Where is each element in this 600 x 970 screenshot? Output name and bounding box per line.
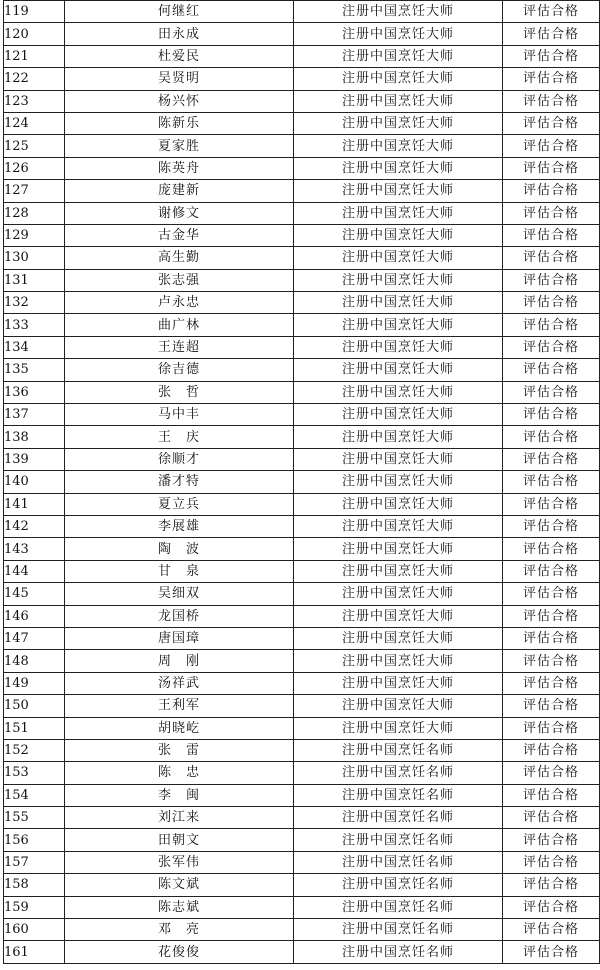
result-cell: 评估合格: [503, 426, 600, 448]
row-number-cell: 145: [4, 583, 65, 605]
result-cell: 评估合格: [503, 247, 600, 269]
result-cell: 评估合格: [503, 538, 600, 560]
table-row: [4, 538, 600, 560]
title-cell: 注册中国烹饪名师: [294, 739, 503, 761]
name-cell: 庞建新: [65, 180, 294, 202]
row-number-cell: 136: [4, 381, 65, 403]
result-cell: 评估合格: [503, 493, 600, 515]
result-cell: 评估合格: [503, 180, 600, 202]
name-cell: 周 刚: [65, 650, 294, 672]
result-cell: 评估合格: [503, 292, 600, 314]
result-cell: 评估合格: [503, 269, 600, 291]
table-row: [4, 381, 600, 403]
table-row: [4, 471, 600, 493]
name-cell: 张军伟: [65, 851, 294, 873]
table-row: [4, 426, 600, 448]
title-cell: 注册中国烹饪大师: [294, 627, 503, 649]
row-number-cell: 150: [4, 695, 65, 717]
result-cell: 评估合格: [503, 627, 600, 649]
name-cell: 陈英舟: [65, 157, 294, 179]
title-cell: 注册中国烹饪大师: [294, 583, 503, 605]
row-number-cell: 160: [4, 919, 65, 941]
title-cell: 注册中国烹饪大师: [294, 45, 503, 67]
title-cell: 注册中国烹饪大师: [294, 605, 503, 627]
title-cell: 注册中国烹饪大师: [294, 90, 503, 112]
table-row: [4, 605, 600, 627]
title-cell: 注册中国烹饪大师: [294, 672, 503, 694]
title-cell: 注册中国烹饪大师: [294, 23, 503, 45]
name-cell: 张志强: [65, 269, 294, 291]
table-row: [4, 202, 600, 224]
result-cell: 评估合格: [503, 68, 600, 90]
name-cell: 王利军: [65, 695, 294, 717]
title-cell: 注册中国烹饪大师: [294, 269, 503, 291]
result-cell: 评估合格: [503, 224, 600, 246]
title-cell: 注册中国烹饪大师: [294, 180, 503, 202]
title-cell: 注册中国烹饪大师: [294, 359, 503, 381]
roster-table: [3, 0, 600, 964]
title-cell: 注册中国烹饪大师: [294, 650, 503, 672]
table-row: [4, 851, 600, 873]
row-number-cell: 149: [4, 672, 65, 694]
row-number-cell: 152: [4, 739, 65, 761]
title-cell: 注册中国烹饪名师: [294, 919, 503, 941]
row-number-cell: 133: [4, 314, 65, 336]
row-number-cell: 120: [4, 23, 65, 45]
row-number-cell: 129: [4, 224, 65, 246]
result-cell: 评估合格: [503, 112, 600, 134]
title-cell: 注册中国烹饪名师: [294, 874, 503, 896]
name-cell: 马中丰: [65, 404, 294, 426]
name-cell: 何继红: [65, 1, 294, 23]
result-cell: 评估合格: [503, 739, 600, 761]
result-cell: 评估合格: [503, 359, 600, 381]
name-cell: 花俊俊: [65, 941, 294, 963]
result-cell: 评估合格: [503, 1, 600, 23]
title-cell: 注册中国烹饪大师: [294, 560, 503, 582]
result-cell: 评估合格: [503, 336, 600, 358]
name-cell: 陈 忠: [65, 762, 294, 784]
table-row: [4, 784, 600, 806]
name-cell: 张 雷: [65, 739, 294, 761]
table-row: [4, 135, 600, 157]
title-cell: 注册中国烹饪大师: [294, 157, 503, 179]
table-row: [4, 157, 600, 179]
name-cell: 曲广林: [65, 314, 294, 336]
name-cell: 胡晓屹: [65, 717, 294, 739]
name-cell: 卢永忠: [65, 292, 294, 314]
name-cell: 陶 波: [65, 538, 294, 560]
title-cell: 注册中国烹饪大师: [294, 247, 503, 269]
row-number-cell: 157: [4, 851, 65, 873]
row-number-cell: 153: [4, 762, 65, 784]
result-cell: 评估合格: [503, 45, 600, 67]
roster-body: [4, 1, 600, 964]
table-row: [4, 269, 600, 291]
table-row: [4, 68, 600, 90]
table-row: [4, 45, 600, 67]
row-number-cell: 159: [4, 896, 65, 918]
row-number-cell: 151: [4, 717, 65, 739]
result-cell: 评估合格: [503, 784, 600, 806]
name-cell: 张 哲: [65, 381, 294, 403]
table-row: [4, 807, 600, 829]
row-number-cell: 148: [4, 650, 65, 672]
name-cell: 徐吉德: [65, 359, 294, 381]
result-cell: 评估合格: [503, 23, 600, 45]
table-row: [4, 717, 600, 739]
table-row: [4, 874, 600, 896]
table-row: [4, 90, 600, 112]
title-cell: 注册中国烹饪大师: [294, 695, 503, 717]
name-cell: 邓 亮: [65, 919, 294, 941]
row-number-cell: 130: [4, 247, 65, 269]
table-row: [4, 1, 600, 23]
name-cell: 王连超: [65, 336, 294, 358]
row-number-cell: 161: [4, 941, 65, 963]
title-cell: 注册中国烹饪名师: [294, 762, 503, 784]
name-cell: 田永成: [65, 23, 294, 45]
row-number-cell: 155: [4, 807, 65, 829]
table-row: [4, 23, 600, 45]
row-number-cell: 158: [4, 874, 65, 896]
row-number-cell: 122: [4, 68, 65, 90]
name-cell: 田朝文: [65, 829, 294, 851]
title-cell: 注册中国烹饪大师: [294, 515, 503, 537]
title-cell: 注册中国烹饪大师: [294, 448, 503, 470]
result-cell: 评估合格: [503, 919, 600, 941]
table-row: [4, 493, 600, 515]
name-cell: 甘 泉: [65, 560, 294, 582]
name-cell: 潘才特: [65, 471, 294, 493]
row-number-cell: 156: [4, 829, 65, 851]
title-cell: 注册中国烹饪大师: [294, 538, 503, 560]
table-row: [4, 941, 600, 963]
result-cell: 评估合格: [503, 515, 600, 537]
table-row: [4, 292, 600, 314]
table-row: [4, 336, 600, 358]
name-cell: 吴细双: [65, 583, 294, 605]
name-cell: 高生勤: [65, 247, 294, 269]
row-number-cell: 135: [4, 359, 65, 381]
title-cell: 注册中国烹饪大师: [294, 135, 503, 157]
name-cell: 徐顺才: [65, 448, 294, 470]
table-row: [4, 560, 600, 582]
result-cell: 评估合格: [503, 605, 600, 627]
name-cell: 夏立兵: [65, 493, 294, 515]
row-number-cell: 124: [4, 112, 65, 134]
table-row: [4, 672, 600, 694]
table-row: [4, 180, 600, 202]
result-cell: 评估合格: [503, 851, 600, 873]
table-row: [4, 762, 600, 784]
result-cell: 评估合格: [503, 448, 600, 470]
name-cell: 陈文斌: [65, 874, 294, 896]
table-row: [4, 829, 600, 851]
table-row: [4, 695, 600, 717]
title-cell: 注册中国烹饪大师: [294, 493, 503, 515]
title-cell: 注册中国烹饪名师: [294, 941, 503, 963]
title-cell: 注册中国烹饪大师: [294, 717, 503, 739]
row-number-cell: 128: [4, 202, 65, 224]
title-cell: 注册中国烹饪大师: [294, 1, 503, 23]
name-cell: 古金华: [65, 224, 294, 246]
result-cell: 评估合格: [503, 762, 600, 784]
table-row: [4, 627, 600, 649]
table-row: [4, 896, 600, 918]
row-number-cell: 131: [4, 269, 65, 291]
row-number-cell: 119: [4, 1, 65, 23]
row-number-cell: 146: [4, 605, 65, 627]
row-number-cell: 139: [4, 448, 65, 470]
result-cell: 评估合格: [503, 560, 600, 582]
row-number-cell: 142: [4, 515, 65, 537]
row-number-cell: 126: [4, 157, 65, 179]
result-cell: 评估合格: [503, 695, 600, 717]
title-cell: 注册中国烹饪大师: [294, 471, 503, 493]
name-cell: 汤祥武: [65, 672, 294, 694]
result-cell: 评估合格: [503, 896, 600, 918]
table-row: [4, 404, 600, 426]
row-number-cell: 140: [4, 471, 65, 493]
title-cell: 注册中国烹饪大师: [294, 292, 503, 314]
title-cell: 注册中国烹饪大师: [294, 224, 503, 246]
title-cell: 注册中国烹饪名师: [294, 851, 503, 873]
title-cell: 注册中国烹饪大师: [294, 202, 503, 224]
title-cell: 注册中国烹饪大师: [294, 336, 503, 358]
name-cell: 刘江来: [65, 807, 294, 829]
result-cell: 评估合格: [503, 157, 600, 179]
table-row: [4, 112, 600, 134]
result-cell: 评估合格: [503, 404, 600, 426]
result-cell: 评估合格: [503, 583, 600, 605]
title-cell: 注册中国烹饪大师: [294, 426, 503, 448]
result-cell: 评估合格: [503, 381, 600, 403]
row-number-cell: 121: [4, 45, 65, 67]
name-cell: 吴贤明: [65, 68, 294, 90]
name-cell: 李 闽: [65, 784, 294, 806]
table-row: [4, 314, 600, 336]
name-cell: 杨兴怀: [65, 90, 294, 112]
result-cell: 评估合格: [503, 202, 600, 224]
result-cell: 评估合格: [503, 829, 600, 851]
row-number-cell: 144: [4, 560, 65, 582]
row-number-cell: 125: [4, 135, 65, 157]
row-number-cell: 132: [4, 292, 65, 314]
result-cell: 评估合格: [503, 314, 600, 336]
title-cell: 注册中国烹饪大师: [294, 112, 503, 134]
table-row: [4, 650, 600, 672]
row-number-cell: 141: [4, 493, 65, 515]
result-cell: 评估合格: [503, 941, 600, 963]
name-cell: 李展雄: [65, 515, 294, 537]
result-cell: 评估合格: [503, 90, 600, 112]
result-cell: 评估合格: [503, 650, 600, 672]
title-cell: 注册中国烹饪名师: [294, 784, 503, 806]
table-row: [4, 359, 600, 381]
name-cell: 陈新乐: [65, 112, 294, 134]
result-cell: 评估合格: [503, 672, 600, 694]
title-cell: 注册中国烹饪大师: [294, 68, 503, 90]
title-cell: 注册中国烹饪名师: [294, 807, 503, 829]
row-number-cell: 143: [4, 538, 65, 560]
title-cell: 注册中国烹饪大师: [294, 404, 503, 426]
title-cell: 注册中国烹饪名师: [294, 829, 503, 851]
name-cell: 龙国桥: [65, 605, 294, 627]
name-cell: 唐国璋: [65, 627, 294, 649]
table-row: [4, 224, 600, 246]
row-number-cell: 127: [4, 180, 65, 202]
table-row: [4, 448, 600, 470]
result-cell: 评估合格: [503, 874, 600, 896]
table-row: [4, 919, 600, 941]
name-cell: 王 庆: [65, 426, 294, 448]
result-cell: 评估合格: [503, 471, 600, 493]
row-number-cell: 137: [4, 404, 65, 426]
row-number-cell: 134: [4, 336, 65, 358]
result-cell: 评估合格: [503, 717, 600, 739]
title-cell: 注册中国烹饪大师: [294, 314, 503, 336]
result-cell: 评估合格: [503, 135, 600, 157]
row-number-cell: 147: [4, 627, 65, 649]
table-row: [4, 583, 600, 605]
row-number-cell: 123: [4, 90, 65, 112]
row-number-cell: 138: [4, 426, 65, 448]
table-row: [4, 515, 600, 537]
title-cell: 注册中国烹饪大师: [294, 381, 503, 403]
name-cell: 陈志斌: [65, 896, 294, 918]
name-cell: 杜爱民: [65, 45, 294, 67]
title-cell: 注册中国烹饪名师: [294, 896, 503, 918]
table-row: [4, 247, 600, 269]
name-cell: 夏家胜: [65, 135, 294, 157]
name-cell: 谢修文: [65, 202, 294, 224]
row-number-cell: 154: [4, 784, 65, 806]
table-row: [4, 739, 600, 761]
result-cell: 评估合格: [503, 807, 600, 829]
